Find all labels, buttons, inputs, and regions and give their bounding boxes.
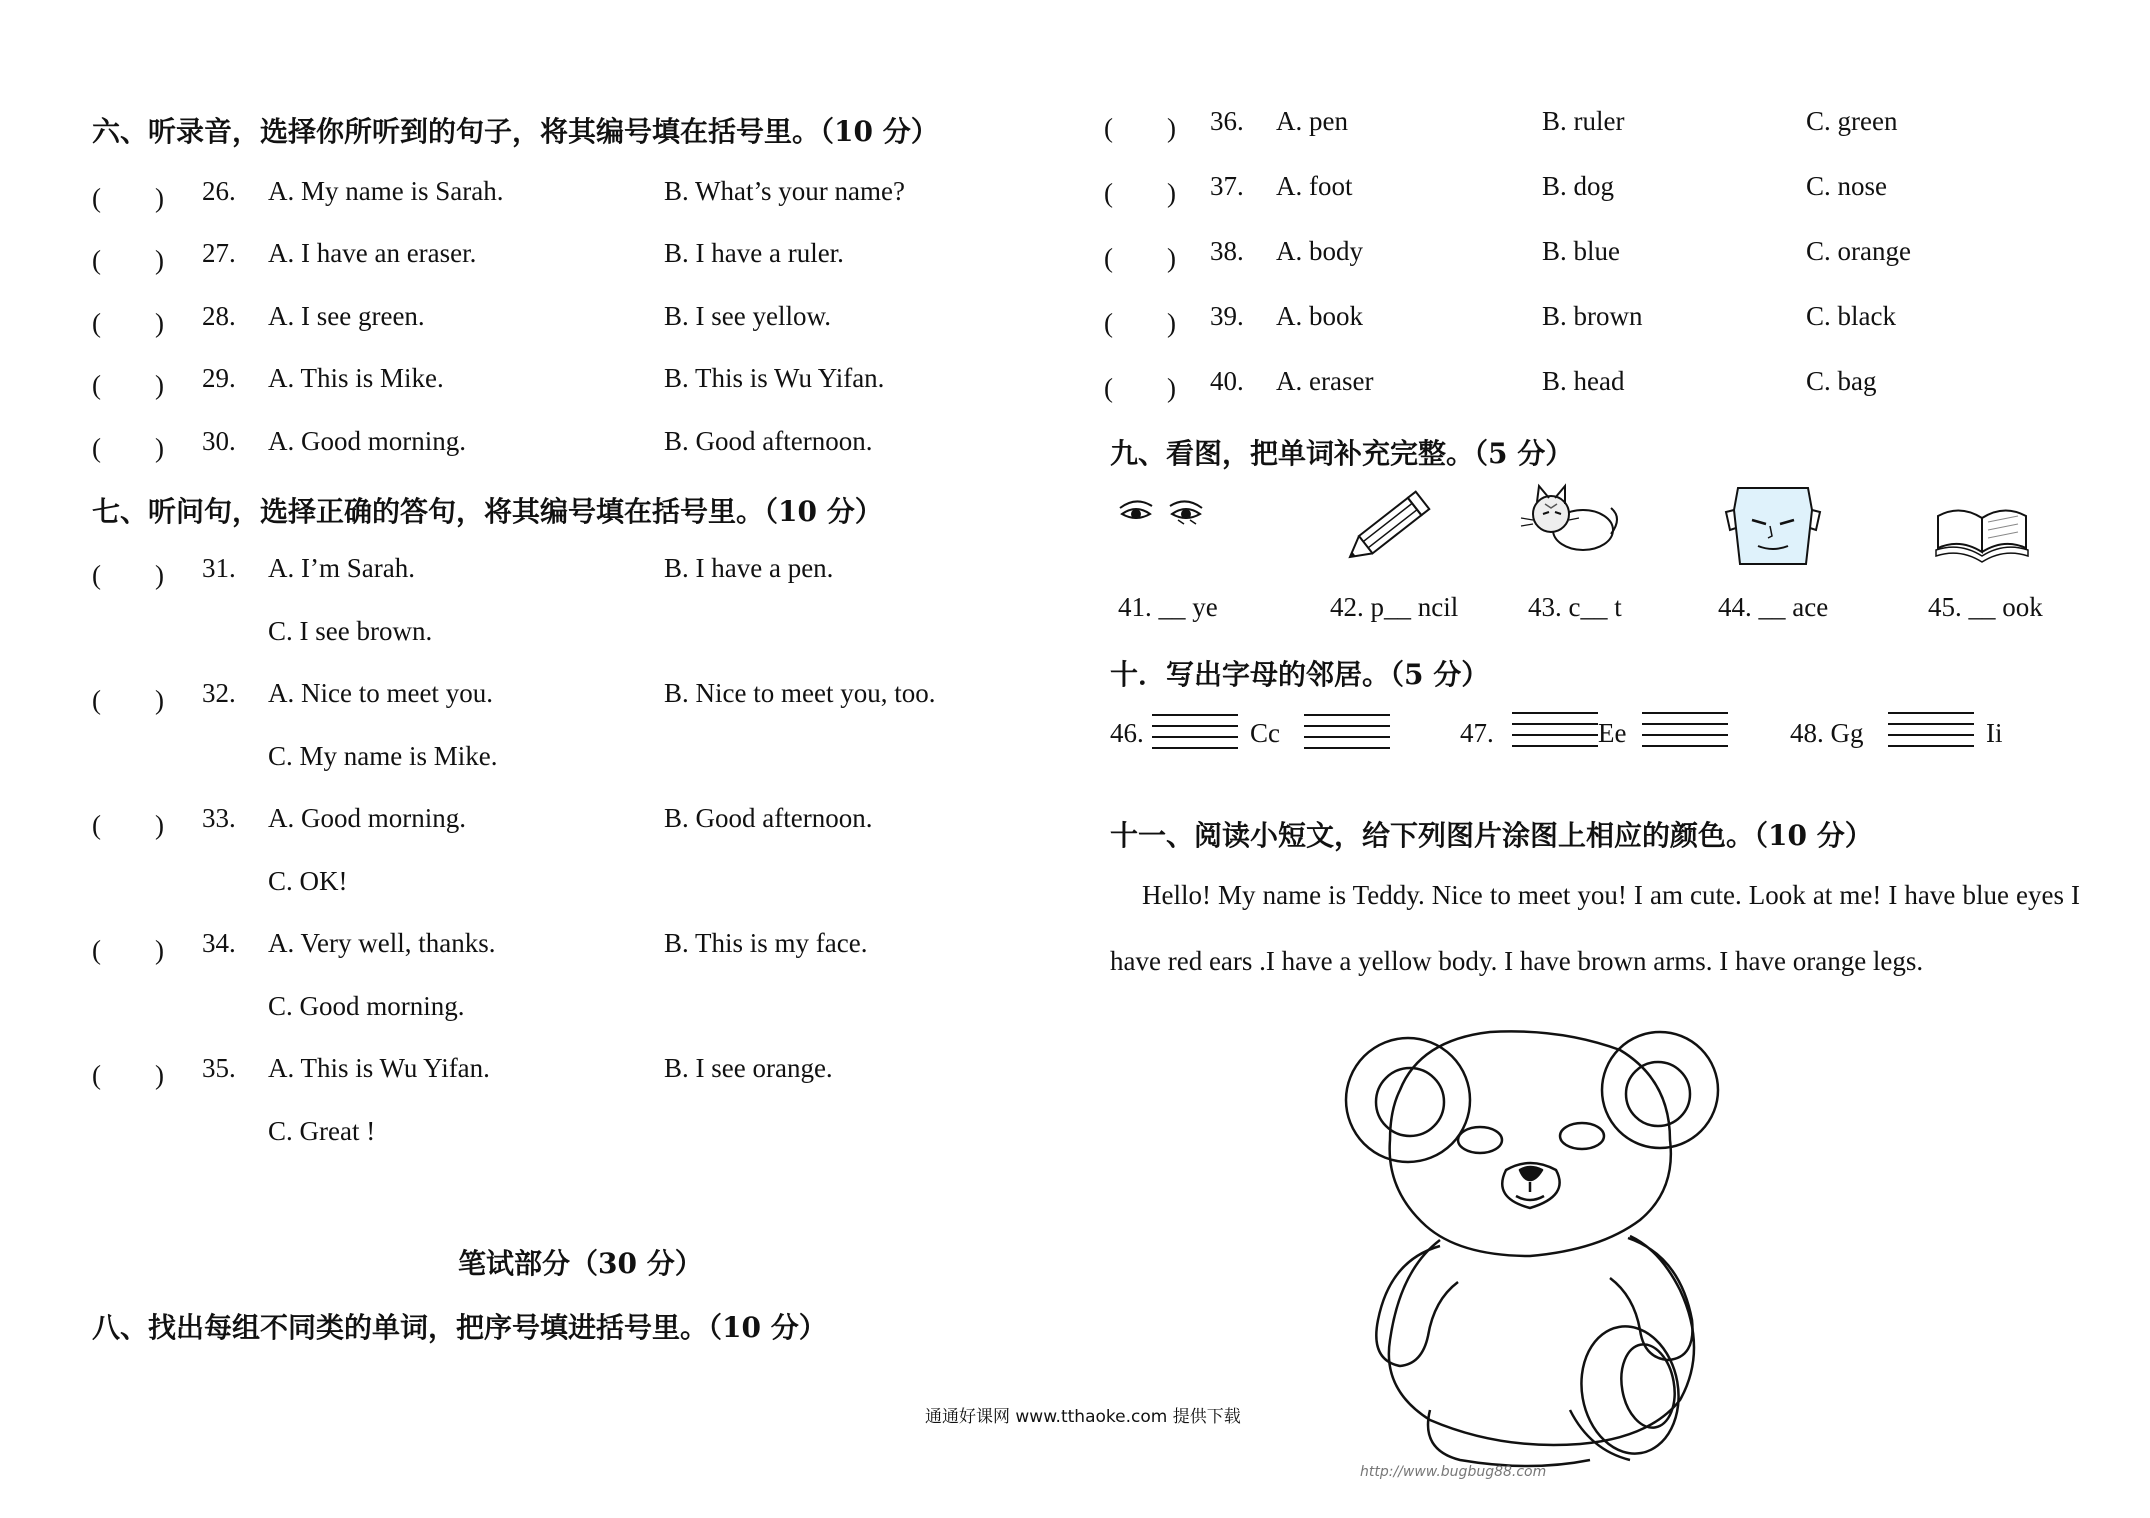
answer-parentheses[interactable]: ( ) (92, 370, 164, 400)
question-row (92, 238, 992, 274)
letter-question-46-number: 46. (1110, 718, 1144, 748)
option-b: B. Nice to meet you, too. (664, 678, 936, 708)
section-11-title: 十一、阅读小短文，给下列图片涂图上相应的颜色。（10 分） (1110, 819, 1873, 852)
question-row (1104, 171, 2004, 207)
option-a: A. My name is Sarah. (268, 176, 504, 206)
question-number: 38. (1210, 236, 1244, 266)
question-number: 30. (202, 426, 236, 456)
option-a: A. I’m Sarah. (268, 553, 415, 583)
section-9-title: 九、看图，把单词补充完整。（5 分） (1110, 437, 1574, 470)
question-number: 35. (202, 1053, 236, 1083)
option-a: A. Nice to meet you. (268, 678, 493, 708)
question-number: 39. (1210, 301, 1244, 331)
answer-parentheses[interactable]: ( ) (92, 560, 164, 590)
pencil-picture (1335, 482, 1445, 572)
option-b: B. dog (1542, 171, 1615, 201)
answer-parentheses[interactable]: ( ) (1104, 113, 1176, 143)
question-row (1104, 106, 2004, 142)
cat-icon (1515, 478, 1625, 568)
answer-lines-46-after (1304, 714, 1390, 758)
section-10-title: 十．写出字母的邻居。（5 分） (1110, 658, 1490, 691)
option-a: A. This is Mike. (268, 363, 444, 393)
question-number: 33. (202, 803, 236, 833)
letter-question-46-letter: Cc (1250, 718, 1280, 748)
eyes-icon (1110, 478, 1220, 568)
option-a: A. book (1276, 301, 1363, 331)
teddy-bear-picture (1330, 1020, 1850, 1470)
option-b: B. Good afternoon. (664, 426, 873, 456)
question-number: 40. (1210, 366, 1244, 396)
question-row (1104, 366, 2004, 402)
book-icon (1928, 486, 2038, 576)
question-row (92, 301, 992, 337)
reading-passage: Hello! My name is Teddy. Nice to meet you! I am cute. Look at me! I have blue eyes I have red ears .I have a yellow body. I have brown arms. I have orange legs. (1110, 880, 2080, 976)
pencil-icon (1335, 482, 1445, 572)
option-c: C. Great ! (268, 1116, 376, 1146)
answer-parentheses[interactable]: ( ) (92, 935, 164, 965)
answer-parentheses[interactable]: ( ) (1104, 373, 1176, 403)
option-b: B. I see orange. (664, 1053, 833, 1083)
option-c: C. OK! (268, 866, 348, 896)
letter-question-48-letter: Ii (1986, 718, 2003, 748)
question-number: 32. (202, 678, 236, 708)
eyes-picture (1110, 478, 1220, 568)
option-a: A. foot (1276, 171, 1353, 201)
answer-lines-47-after (1642, 712, 1728, 756)
option-c: C. My name is Mike. (268, 741, 498, 771)
fill-word-41: 41. __ ye (1118, 592, 1218, 622)
section-8-title: 八、找出每组不同类的单词，把序号填进括号里。（10 分） (92, 1311, 827, 1344)
option-b: B. Good afternoon. (664, 803, 873, 833)
question-number: 29. (202, 363, 236, 393)
option-a: A. pen (1276, 106, 1348, 136)
answer-parentheses[interactable]: ( ) (1104, 178, 1176, 208)
option-c: C. black (1806, 301, 1896, 331)
fill-word-45: 45. __ ook (1928, 592, 2043, 622)
question-number: 26. (202, 176, 236, 206)
picture-watermark: http://www.bugbug88.com (1360, 1464, 1547, 1480)
option-a: A. I have an eraser. (268, 238, 477, 268)
question-row (92, 363, 992, 399)
option-c: C. orange (1806, 236, 1911, 266)
option-a: A. eraser (1276, 366, 1374, 396)
option-a: A. body (1276, 236, 1363, 266)
answer-parentheses[interactable]: ( ) (92, 183, 164, 213)
question-row (92, 803, 992, 896)
question-row (92, 678, 992, 771)
option-b: B. brown (1542, 301, 1643, 331)
answer-lines-48-middle (1888, 712, 1974, 756)
question-number: 27. (202, 238, 236, 268)
answer-parentheses[interactable]: ( ) (92, 433, 164, 463)
question-number: 37. (1210, 171, 1244, 201)
option-b: B. I have a pen. (664, 553, 834, 583)
option-b: B. head (1542, 366, 1625, 396)
letter-question-47-number: 47. (1460, 718, 1494, 748)
fill-word-44: 44. __ ace (1718, 592, 1829, 622)
answer-parentheses[interactable]: ( ) (1104, 243, 1176, 273)
option-c: C. I see brown. (268, 616, 433, 646)
answer-lines-47-before (1512, 712, 1598, 756)
page-footer: 通通好课网 www.tthaoke.com 提供下载 (925, 1407, 1241, 1427)
option-b: B. I have a ruler. (664, 238, 844, 268)
option-a: A. Good morning. (268, 803, 466, 833)
question-number: 28. (202, 301, 236, 331)
answer-parentheses[interactable]: ( ) (1104, 308, 1176, 338)
option-c: C. green (1806, 106, 1898, 136)
answer-parentheses[interactable]: ( ) (92, 810, 164, 840)
option-c: C. bag (1806, 366, 1877, 396)
option-c: C. Good morning. (268, 991, 465, 1021)
fill-word-42: 42. p__ ncil (1330, 592, 1459, 622)
question-row (92, 553, 992, 646)
question-row (92, 928, 992, 1021)
section-6-title: 六、听录音，选择你所听到的句子，将其编号填在括号里。（10 分） (92, 115, 939, 148)
option-a: A. I see green. (268, 301, 425, 331)
teddy-bear-icon (1330, 1020, 1850, 1470)
question-row (1104, 236, 2004, 272)
question-row (1104, 301, 2004, 337)
option-b: B. What’s your name? (664, 176, 905, 206)
answer-parentheses[interactable]: ( ) (92, 685, 164, 715)
option-b: B. This is my face. (664, 928, 868, 958)
option-b: B. This is Wu Yifan. (664, 363, 885, 393)
option-a: A. This is Wu Yifan. (268, 1053, 490, 1083)
letter-question-48-number: 48. Gg (1790, 718, 1864, 748)
option-b: B. I see yellow. (664, 301, 831, 331)
answer-parentheses[interactable]: ( ) (92, 1060, 164, 1090)
book-picture (1928, 486, 2038, 576)
question-row (92, 1053, 992, 1146)
answer-lines-46-before (1152, 714, 1238, 758)
option-b: B. ruler (1542, 106, 1625, 136)
written-part-title: 笔试部分（30 分） (458, 1247, 703, 1280)
section-7-title: 七、听问句，选择正确的答句，将其编号填在括号里。（10 分） (92, 495, 883, 528)
option-b: B. blue (1542, 236, 1620, 266)
question-row (92, 426, 992, 462)
letter-question-47-letter: Ee (1598, 718, 1627, 748)
fill-word-43: 43. c__ t (1528, 592, 1622, 622)
question-number: 34. (202, 928, 236, 958)
option-a: A. Good morning. (268, 426, 466, 456)
face-picture (1718, 480, 1828, 570)
question-number: 31. (202, 553, 236, 583)
option-c: C. nose (1806, 171, 1887, 201)
cat-picture (1515, 478, 1625, 568)
option-a: A. Very well, thanks. (268, 928, 496, 958)
question-number: 36. (1210, 106, 1244, 136)
answer-parentheses[interactable]: ( ) (92, 245, 164, 275)
face-icon (1718, 480, 1828, 570)
answer-parentheses[interactable]: ( ) (92, 308, 164, 338)
question-row (92, 176, 992, 212)
